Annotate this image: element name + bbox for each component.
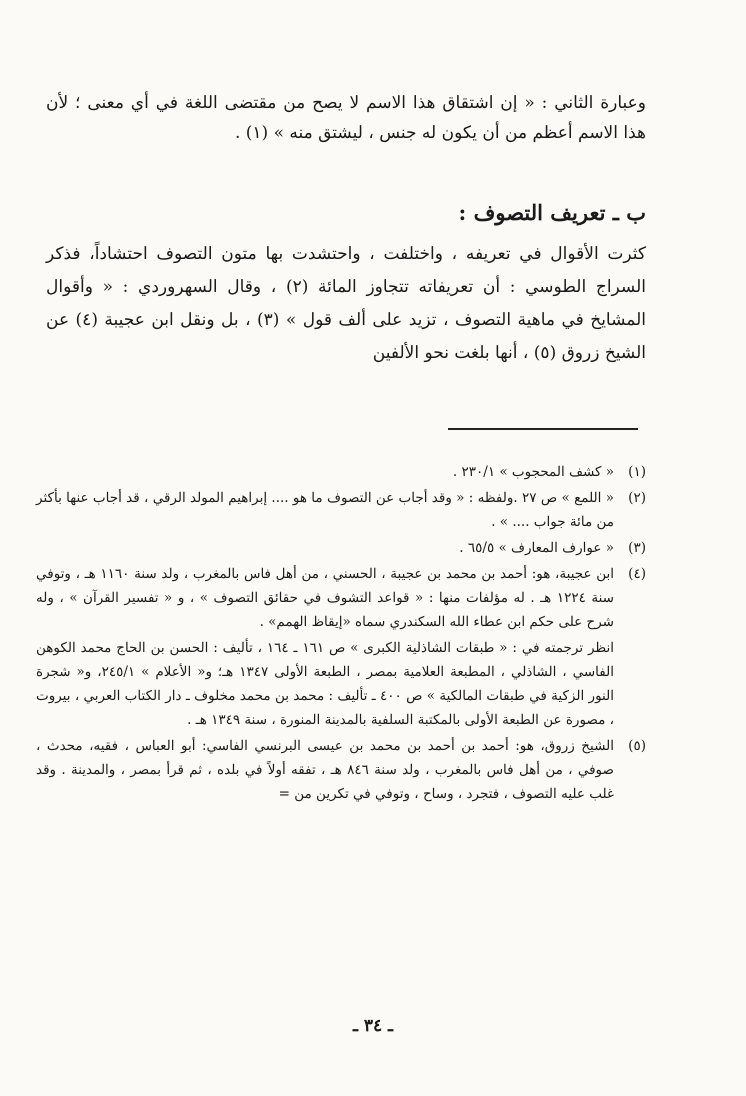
footnote-text: « عوارف المعارف » ٦٥/٥ . bbox=[459, 540, 614, 556]
footnote-number: (٣) bbox=[628, 540, 646, 556]
footnote-text: « كشف المحجوب » ٢٣٠/١ . bbox=[452, 464, 614, 480]
footnote-5 bbox=[36, 734, 646, 806]
footnote-number: (١) bbox=[628, 464, 646, 480]
footnote-text: « اللمع » ص ٢٧ .ولفظه : « وقد أجاب عن التصوف ما هو .... إبراهيم المولد الرقي ، قد أجاب عنها بأكثر من مائة جواب .... » . bbox=[36, 490, 614, 530]
section-heading: ب ـ تعريف التصوف : bbox=[458, 200, 646, 225]
page-number: ـ ٣٤ ـ bbox=[352, 1016, 394, 1036]
footnote-text: ابن عجيبة، هو: أحمد بن محمد بن عجيبة ، الحسني ، من أهل فاس بالمغرب ، ولد سنة ١١٦٠ هـ ، وتوفي سنة ١٢٢٤ هـ . له مؤلفات منها : « قواعد التشوف في حقائق التصوف » ، و « تفسير القرآن » ، وله شرح على حكم ابن عطاء الله السكندري سماه «إيقاظ الهمم» . bbox=[36, 566, 615, 630]
footnote-separator bbox=[448, 428, 638, 430]
paragraph-1: وعبارة الثاني : « إن اشتقاق هذا الاسم لا يصح من مقتضى اللغة في أي معنى ؛ لأن هذا الاسم أعظم من أن يكون له جنس ، ليشتق منه » (١) . bbox=[46, 93, 646, 143]
footnote-4-continuation: انظر ترجمته في : « طبقات الشاذلية الكبرى » ص ١٦١ ـ ١٦٤ ، تأليف : الحسن بن الحاج محمد الكوهن الفاسي ، الشاذلي ، المطبعة العلامية بمصر ، الطبعة الأولى ١٣٤٧ هـ؛ و« الأعلام » ٢٤٥/١، و« شجرة النور الزكية في طبقات المالكية » ص ٤٠٠ ـ تأليف : محمد بن محمد مخلوف ـ دار الكتاب العربي ، بيروت ، مصورة عن الطبعة الأولى بالمكتبة السلفية بالمدينة المنورة ، سنة ١٣٤٩ هـ . bbox=[36, 640, 614, 728]
footnote-1 bbox=[36, 460, 646, 484]
footnote-2 bbox=[36, 486, 646, 534]
footnote-number: (٥) bbox=[628, 738, 646, 754]
footnote-3 bbox=[36, 536, 646, 560]
paragraph-2: كثرت الأقوال في تعريفه ، واختلفت ، واحتشدت بها متون التصوف احتشاداً، فذكر السراج الطوسي : أن تعريفاته تتجاوز المائة (٢) ، وقال السهروردي : « وأقوال المشايخ في ماهية التصوف ، تزيد على ألف قول » (٣) ، بل ونقل ابن عجيبة (٤) عن الشيخ زروق (٥) ، أنها بلغت نحو الألفين bbox=[46, 244, 646, 363]
body-text-block bbox=[46, 238, 646, 370]
footnote-4 bbox=[36, 562, 646, 634]
footnotes bbox=[36, 460, 646, 808]
footnote-number: (٢) bbox=[628, 490, 646, 506]
main-text-block bbox=[46, 88, 646, 148]
footnote-text: الشيخ زروق، هو: أحمد بن أحمد بن محمد بن عيسى البرنسي الفاسي: أبو العباس ، فقيه، محدث ، صوفي ، من أهل فاس بالمغرب ، ولد سنة ٨٤٦ هـ ، تفقه أولاً في بلده ، ثم قرأ بمصر ، والمدينة . وقد غلب عليه التصوف ، فتجرد ، وساح ، وتوفي في تكرين من = bbox=[36, 738, 614, 802]
footnote-number: (٤) bbox=[628, 566, 646, 582]
